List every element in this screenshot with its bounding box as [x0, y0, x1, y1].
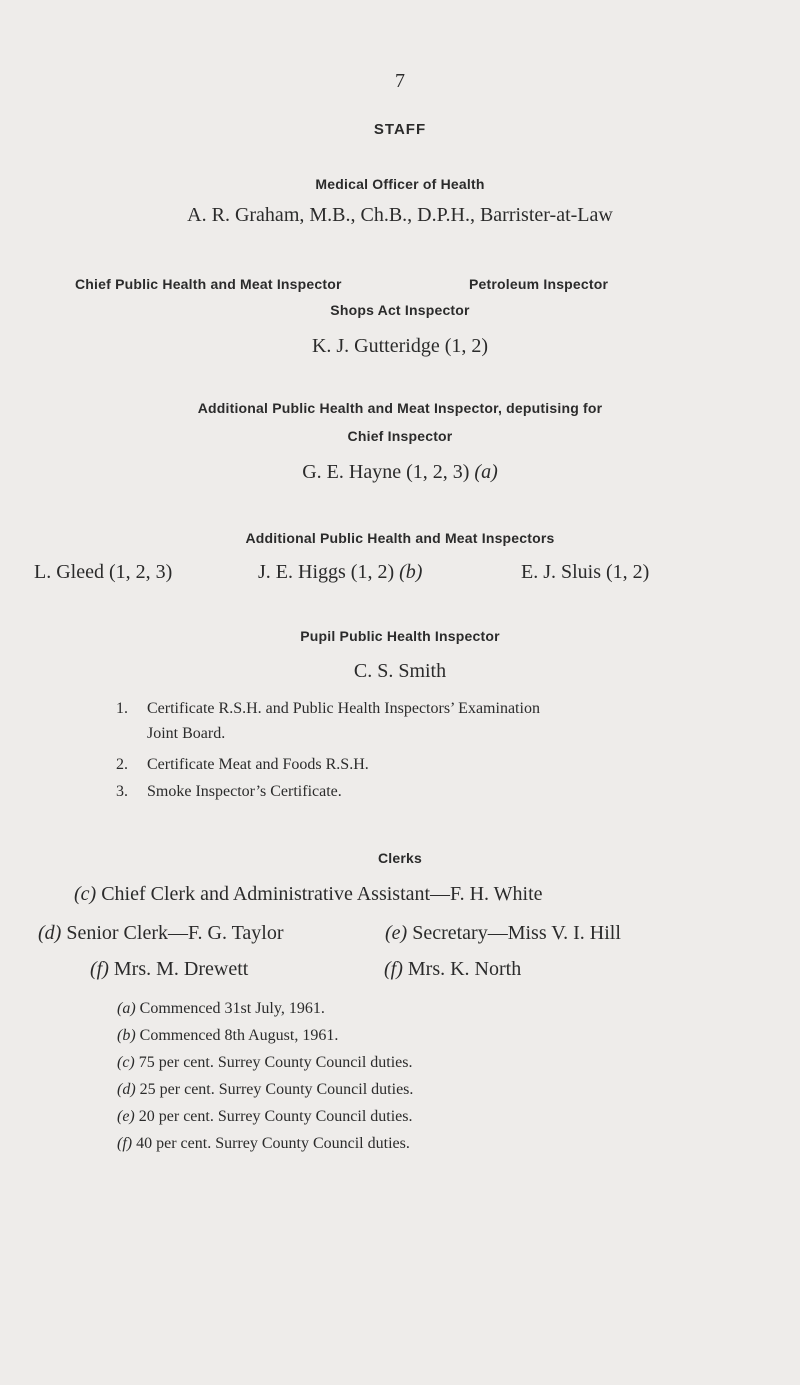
- additional-name-gleed: L. Gleed (1, 2, 3): [34, 561, 173, 583]
- chief-clerk-line: [74, 883, 543, 906]
- chief-inspector-name: K. J. Gutteridge (1, 2): [311, 335, 489, 357]
- senior-clerk-line: [38, 922, 284, 945]
- senior-clerk-ref: (d): [38, 922, 62, 944]
- certificate-3-num: 3.: [116, 783, 128, 800]
- certificate-2-text: Certificate Meat and Foods R.S.H.: [147, 756, 369, 773]
- footnote-f-ref: (f): [117, 1135, 133, 1152]
- clerks-heading: Clerks: [377, 850, 422, 866]
- deputy-note-ref: (a): [474, 461, 498, 483]
- pupil-name: C. S. Smith: [353, 660, 447, 682]
- moh-name: A. R. Graham, M.B., Ch.B., D.P.H., Barrister-at-Law: [187, 204, 613, 226]
- certificate-2-num: 2.: [116, 756, 128, 773]
- pupil-heading: Pupil Public Health Inspector: [300, 628, 500, 644]
- footnote-c: [117, 1054, 413, 1072]
- higgs-note-ref: (b): [399, 561, 423, 583]
- north-ref: (f): [384, 958, 403, 980]
- deputy-name: G. E. Hayne (1, 2, 3): [302, 461, 470, 483]
- footnote-f: [117, 1135, 410, 1153]
- north: Mrs. K. North: [407, 958, 522, 980]
- footnote-e-text: 20 per cent. Surrey County Council duties.: [138, 1108, 413, 1125]
- drewett-ref: (f): [90, 958, 109, 980]
- footnote-a-text: Commenced 31st July, 1961.: [139, 1000, 325, 1017]
- drewett: Mrs. M. Drewett: [113, 958, 249, 980]
- deputy-heading-line2: Chief Inspector: [347, 428, 453, 444]
- moh-heading: Medical Officer of Health: [315, 176, 485, 192]
- additional-name-higgs: J. E. Higgs (1, 2): [258, 561, 395, 583]
- footnote-e-ref: (e): [117, 1108, 135, 1125]
- deputy-heading-line1: Additional Public Health and Meat Inspector, deputising for: [197, 400, 603, 416]
- senior-clerk: Senior Clerk—F. G. Taylor: [66, 922, 284, 944]
- chief-clerk: Chief Clerk and Administrative Assistant—F. H. White: [101, 883, 543, 905]
- certificate-1-text-cont: Joint Board.: [147, 725, 226, 742]
- north-line: [384, 958, 521, 981]
- chief-inspector-heading: Chief Public Health and Meat Inspector: [75, 276, 342, 292]
- certificate-1-text: Certificate R.S.H. and Public Health Inspectors’ Examination: [147, 700, 540, 717]
- secretary-ref: (e): [385, 922, 408, 944]
- petroleum-inspector-heading: Petroleum Inspector: [469, 276, 609, 292]
- footnote-b-ref: (b): [117, 1027, 136, 1044]
- certificate-3-text: Smoke Inspector’s Certificate.: [147, 783, 342, 800]
- chief-clerk-ref: (c): [74, 883, 97, 905]
- page-title: STAFF: [373, 121, 427, 138]
- footnote-c-ref: (c): [117, 1054, 135, 1071]
- footnote-f-text: 40 per cent. Surrey County Council duties.: [136, 1135, 410, 1152]
- additional-name-sluis: E. J. Sluis (1, 2): [521, 561, 650, 583]
- footnote-d: [117, 1081, 413, 1099]
- deputy-name-line: [0, 461, 800, 484]
- certificate-1-num: 1.: [116, 700, 128, 717]
- footnote-b: [117, 1027, 338, 1045]
- drewett-line: [90, 958, 248, 981]
- footnote-a-ref: (a): [117, 1000, 136, 1017]
- footnote-e: [117, 1108, 413, 1126]
- footnote-c-text: 75 per cent. Surrey County Council duties.: [138, 1054, 413, 1071]
- shops-act-heading: Shops Act Inspector: [330, 302, 470, 318]
- additional-heading: Additional Public Health and Meat Inspectors: [245, 530, 555, 546]
- additional-name-higgs-line: [258, 561, 422, 584]
- secretary: Secretary—Miss V. I. Hill: [412, 922, 621, 944]
- footnote-b-text: Commenced 8th August, 1961.: [139, 1027, 339, 1044]
- footnote-d-ref: (d): [117, 1081, 136, 1098]
- footnote-a: [117, 1000, 325, 1018]
- secretary-line: [385, 922, 621, 945]
- footnote-d-text: 25 per cent. Surrey County Council duties.: [139, 1081, 414, 1098]
- page-number: 7: [395, 70, 405, 92]
